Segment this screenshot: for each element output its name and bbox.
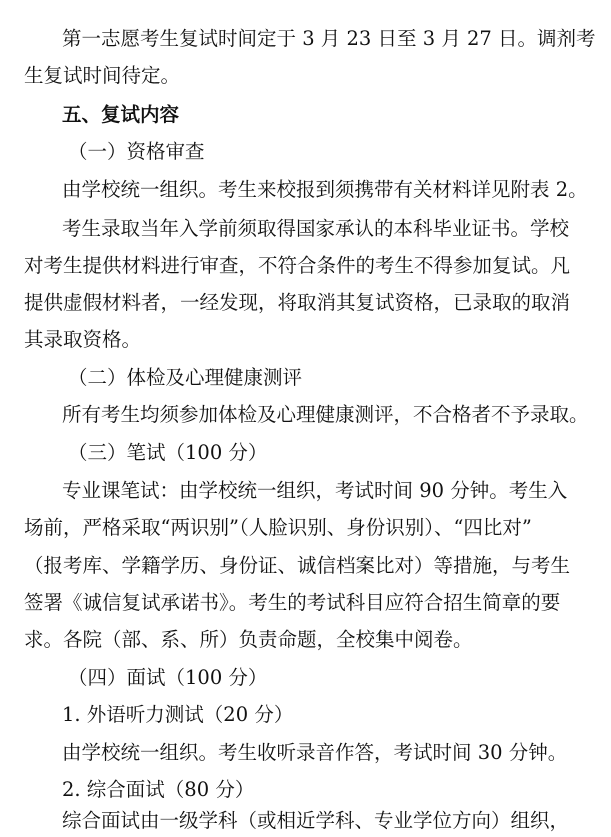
paragraph-line: 生复试时间待定。 bbox=[24, 64, 181, 87]
paragraph-line: 由学校统一组织。考生收听录音作答，考试时间 30 分钟。 bbox=[62, 741, 568, 764]
paragraph-line: 求。各院（部、系、所）负责命题，全校集中阅卷。 bbox=[24, 628, 473, 651]
paragraph-line: 考生录取当年入学前须取得国家承认的本科毕业证书。学校 bbox=[62, 217, 570, 240]
paragraph-line: 提供虚假材料者，一经发现，将取消其复试资格，已录取的取消 bbox=[24, 291, 571, 314]
subsection-heading: （二）体检及心理健康测评 bbox=[68, 366, 303, 389]
paragraph-line: 由学校统一组织。考生来校报到须携带有关材料详见附表 2。 bbox=[62, 178, 588, 201]
paragraph-line: 对考生提供材料进行审查，不符合条件的考生不得参加复试。凡 bbox=[24, 254, 571, 277]
subsection-heading: （一）资格审查 bbox=[68, 140, 205, 163]
paragraph-line: 签署《诚信复试承诺书》。考生的考试科目应符合招生简章的要 bbox=[24, 591, 561, 614]
section-heading: 五、复试内容 bbox=[62, 103, 180, 126]
subsection-heading: （四）面试（100 分） bbox=[68, 666, 268, 689]
paragraph-line: 第一志愿考生复试时间定于 3 月 23 日至 3 月 27 日。调剂考 bbox=[62, 27, 596, 50]
paragraph-line: 综合面试由一级学科（或相近学科、专业学位方向）组织， bbox=[62, 809, 570, 832]
numbered-heading: 2. 综合面试（80 分） bbox=[62, 778, 255, 801]
paragraph-line: （报考库、学籍学历、身份证、诚信档案比对）等措施，与考生 bbox=[24, 554, 571, 577]
subsection-heading: （三）笔试（100 分） bbox=[68, 441, 268, 464]
paragraph-line: 所有考生均须参加体检及心理健康测评，不合格者不予录取。 bbox=[62, 403, 589, 426]
numbered-heading: 1. 外语听力测试（20 分） bbox=[62, 703, 294, 726]
paragraph-line: 场前，严格采取“两识别”（人脸识别、身份识别）、“四比对” bbox=[24, 516, 532, 539]
paragraph-line: 其录取资格。 bbox=[24, 328, 142, 351]
paragraph-line: 专业课笔试：由学校统一组织，考试时间 90 分钟。考生入 bbox=[62, 479, 568, 502]
